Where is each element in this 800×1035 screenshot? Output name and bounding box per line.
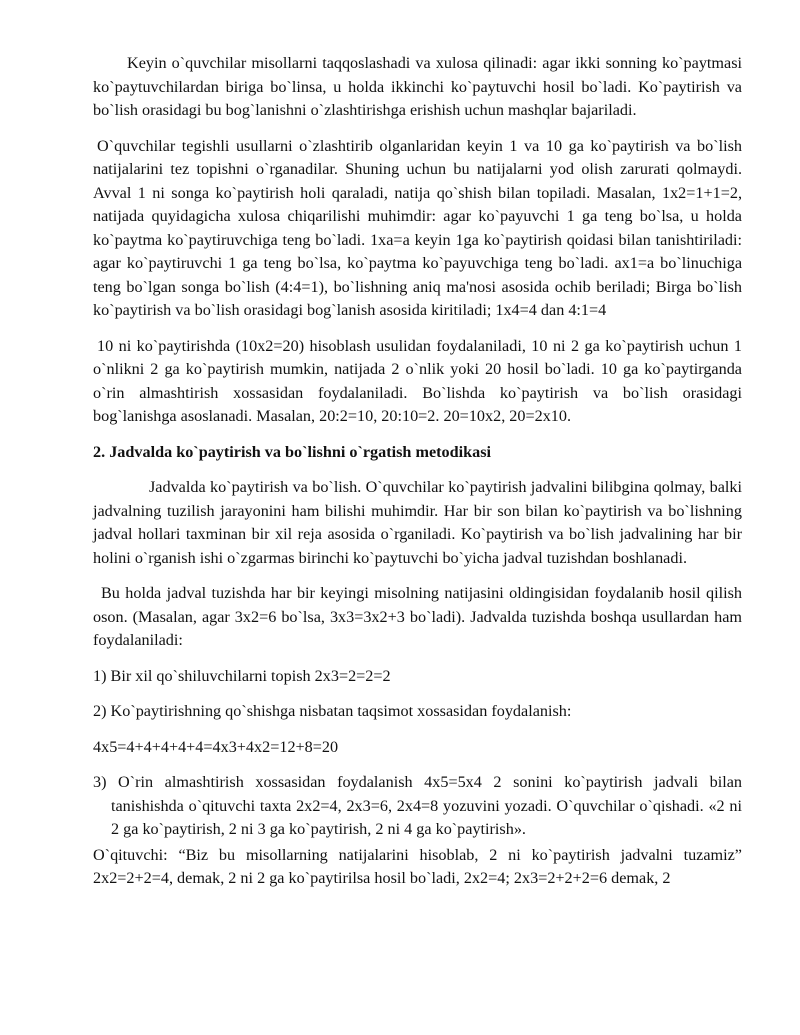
paragraph-one-and-ten: O`quvchilar tegishli usullarni o`zlashtirib olganlaridan keyin 1 va 10 ga ko`paytirish va bo`lish natijalarini tez topishni o`rganadilar. Shuning uchun bu natijalarni yod olish zarurati qolmaydi. Avval 1 ni songa ko`paytirish holi qaraladi, natija qo`shish bilan topiladi. Masalan, 1x2=1+1=2, natijada quyidagicha xulosa chiqarilishi muhimdir: agar ko`payuvchi 1 ga teng bo`lsa, u holda ko`paytma ko`paytiruvchiga teng bo`ladi. 1xa=a keyin 1ga ko`paytirish qoidasi bilan tanishtiriladi: agar ko`paytiruvchi 1 ga teng bo`lsa, ko`paytma ko`payuvchiga teng bo`ladi. ax1=a bo`linuchiga teng bo`lgan songa bo`lish (4:4=1), bo`lishning aniq ma'nosi asosida ochib beriladi; Birga bo`lish ko`paytirish va bo`lish orasidagi bog`lanish asosida kiritiladi; 1x4=4 dan 4:1=4 — [93, 136, 742, 319]
paragraph-table-building: Bu holda jadval tuzishda har bir keyingi misolning natijasini oldingisidan foydalanib hosil qilish oson. (Masalan, agar 3x2=6 bo`lsa, 3x3=3x2+3 bo`ladi). Jadvalda tuzishda boshqa usullardan ham foydalaniladi: — [93, 584, 742, 649]
section-heading: 2. Jadvalda ko`paytirish va bo`lishni o`rgatish metodikasi — [93, 442, 492, 461]
list-item-1: 1) Bir xil qo`shiluvchilarni topish 2x3=2=2=2 — [93, 666, 391, 685]
paragraph-multiply-by-ten: 10 ni ko`paytirishda (10x2=20) hisoblash usulidan foydalaniladi, 10 ni 2 ga ko`paytirish uchun 1 o`nlikni 2 ga ko`paytirish mumkin, natijada 2 o`nlik yoki 20 hosil bo`ladi. 10 ga ko`paytirganda o`rin almashtirish xossasidan foydalaniladi. Bo`lishda ko`paytirish va bo`lish orasidagi bog`lanishga asoslanadi. Masalan, 20:2=10, 20:10=2. 20=10x2, 20=2x10. — [93, 336, 742, 425]
paragraph-teacher: O`qituvchi: “Biz bu misollarning natijalarini hisoblab, 2 ni ko`paytirish jadvalni tuzamiz” 2x2=2+2=4, demak, 2 ni 2 ga ko`paytirilsa hosil bo`ladi, 2x2=4; 2x3=2+2+2=6 demak, 2 — [93, 845, 742, 887]
formula-line: 4x5=4+4+4+4+4=4x3+4x2=12+8=20 — [93, 737, 339, 756]
list-item-3: 3) O`rin almashtirish xossasidan foydalanish 4x5=5x4 2 sonini ko`paytirish jadvali bilan tanishishda o`qituvchi taxta 2x2=4, 2x3=6, 2x4=8 yozuvini yozadi. O`quvchilar o`qishadi. «2 ni 2 ga ko`paytirish, 2 ni 3 ga ko`paytirish, 2 ni 4 ga ko`paytirish». — [93, 773, 742, 838]
list-item-2: 2) Ko`paytirishning qo`shishga nisbatan taqsimot xossasidan foydalanish: — [93, 702, 572, 720]
paragraph-table-method: Jadvalda ko`paytirish va bo`lish. O`quvchilar ko`paytirish jadvalini bilibgina qolmay, balki jadvalning tuzilish jarayonini ham bilishi muhimdir. Har bir son bilan ko`paytirish va bo`lishning jadval hollari taxminan bir xil reja asosida o`rganiladi. Ko`paytirish va bo`lish jadvalining har bir holini o`rganish ishi o`zgarmas birinchi ko`paytuvchi bo`yicha jadval tuzishdan boshlanadi. — [93, 478, 742, 567]
paragraph-intro: Keyin o`quvchilar misollarni taqqoslashadi va xulosa qilinadi: agar ikki sonning ko`paytmasi ko`paytuvchilardan biriga bo`linsa, u holda ikkinchi ko`paytuvchi hosil bo`ladi. Ko`paytirish va bo`lish orasidagi bu bog`lanishni o`zlashtirishga erishish uchun mashqlar bajariladi. — [93, 54, 742, 119]
document-page — [93, 52, 742, 891]
